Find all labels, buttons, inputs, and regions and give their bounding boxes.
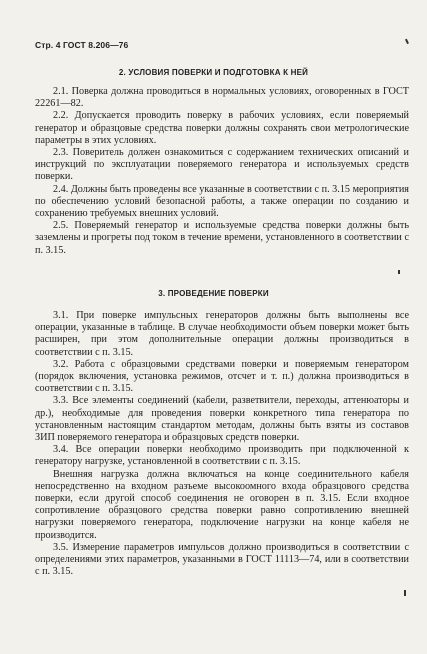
paragraph-2-3: 2.3. Поверитель должен ознакомиться с содержанием технических описаний и инструкций по эксплуатации поверяемого генератора и используемых средств поверки. [35,147,409,183]
section-title-3: 3. ПРОВЕДЕНИЕ ПОВЕРКИ [158,289,269,298]
scan-mark [398,270,400,274]
paragraph-2-5: 2.5. Поверяемый генератор и используемые средства поверки должны быть заземлены и прогреты под током в течение времени, установленного в соответствии с п. 3.15. [35,220,409,256]
section-2-body [35,86,409,257]
paragraph-2-2: 2.2. Допускается проводить поверку в рабочих условиях, если поверяемый генератор и образцовые средства поверки должны сохранять свои метрологические параметры в этих условиях. [35,110,409,146]
paragraph-3-2: 3.2. Работа с образцовыми средствами поверки и поверяемым генератором (порядок включения, установка режимов, отсчет и т. п.) должна производиться в соответствии с п. 3.15. [35,358,409,395]
scan-mark [405,39,408,44]
section-3-body [35,310,409,578]
paragraph-2-1: 2.1. Поверка должна проводиться в нормальных условиях, оговоренных в ГОСТ 22261—82. [35,86,409,110]
paragraph-2-4: 2.4. Должны быть проведены все указанные в соответствии с п. 3.15 мероприятия по обеспечению условий безопасной работы, а также операции по созданию и сохранению требуемых внешних условий. [35,183,409,220]
paragraph-3-1: 3.1. При поверке импульсных генераторов должны быть выполнены все операции, указанные в таблице. В случае необходимости объем поверки может быть расширен, при этом дополнительные операции должны производиться в соответствии с п. 3.15. [35,310,409,358]
paragraph-3-4-continuation: Внешняя нагрузка должна включаться на конце соединительного кабеля непосредственно на входном разъеме высокоомного входа образцового средства поверки, если другой способ соединения не оговорен в п. 3.15. Если входное сопротивление образцового средства поверки равно сопротивлению внешней нагрузки поверяемого генератора, подключение нагрузки на конце кабеля не производится. [35,468,409,541]
section-title-2: 2. УСЛОВИЯ ПОВЕРКИ И ПОДГОТОВКА К НЕЙ [118,68,309,77]
paragraph-3-5: 3.5. Измерение параметров импульсов должно производиться в соответствии с определениями этих параметров, указанными в ГОСТ 11113—74, или в соответствии с п. 3.15. [35,541,409,578]
paragraph-3-3: 3.3. Все элементы соединений (кабели, разветвители, переходы, аттенюаторы и др.), необходимые для проведения поверки конкретного типа генератора по установленным настоящим стандартом методам, должны быть взяты из составов ЗИП поверяемого генератора и образцовых средств поверки. [35,395,409,444]
paragraph-3-4: 3.4. Все операции поверки необходимо производить при подключенной к генератору нагрузке, установленной в соответствии с п. 3.15. [35,444,409,468]
page-header: Стр. 4 ГОСТ 8.206—76 [35,40,129,50]
scan-mark [404,590,406,596]
